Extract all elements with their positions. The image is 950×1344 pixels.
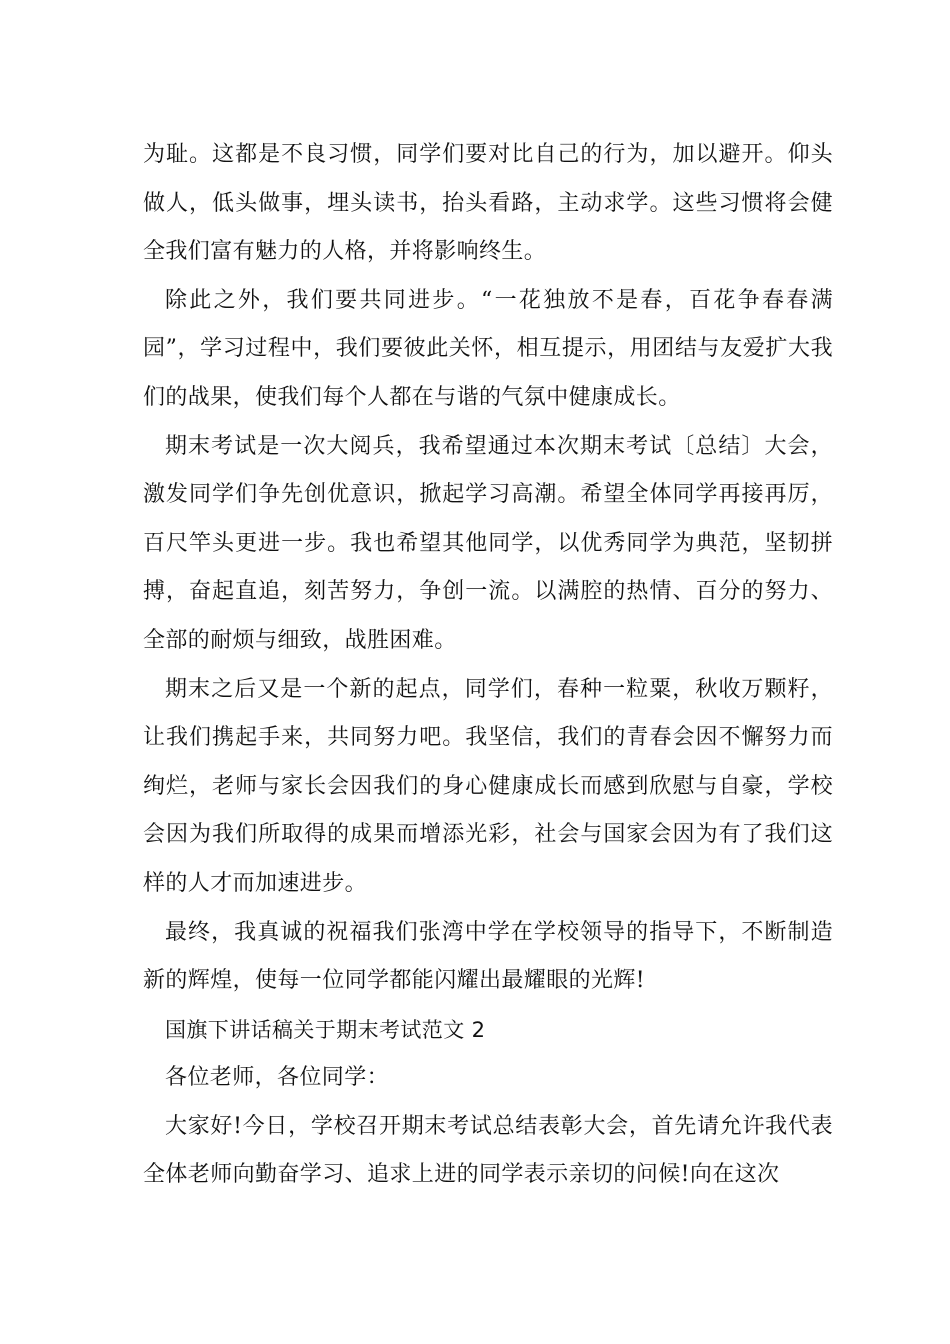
paragraph-greeting: 各位老师，各位同学：	[165, 1065, 390, 1091]
paragraph-common-progress: 除此之外，我们要共同进步。“一花独放不是春，百花争春春满园”，学习过程中，我们要彼此关怀，相互提示，用团结与友爱扩大我们的战果，使我们每个人都在与谐的气氛中健康成长。	[143, 287, 833, 410]
paragraph-blessing: 最终，我真诚的祝福我们张湾中学在学校领导的指导下，不断制造新的辉煌，使每一位同学都能闪耀出最耀眼的光辉!	[143, 919, 833, 994]
paragraph-opening: 大家好!今日，学校召开期末考试总结表彰大会，首先请允许我代表全体老师向勤奋学习、追求上进的同学表示亲切的问候!向在这次	[143, 1113, 833, 1188]
paragraph-new-start: 期末之后又是一个新的起点，同学们，春种一粒粟，秋收万颗籽，让我们携起手来，共同努力吧。我坚信，我们的青春会因不懈努力而绚烂，老师与家长会因我们的身心健康成长而感到欣慰与自豪，学校会因为我们所取得的成果而增添光彩，社会与国家会因为有了我们这样的人才而加速进步。	[143, 676, 833, 896]
document-body	[143, 131, 833, 1200]
section-title: 国旗下讲话稿关于期末考试范文 2	[165, 1017, 486, 1042]
paragraph-habits: 为耻。这都是不良习惯，同学们要对比自己的行为，加以避开。仰头做人，低头做事，埋头读书，抬头看路，主动求学。这些习惯将会健全我们富有魅力的人格，并将影响终生。	[143, 142, 833, 265]
paragraph-exam-review: 期末考试是一次大阅兵，我希望通过本次期末考试〔总结〕大会，激发同学们争先创优意识，掀起学习高潮。希望全体同学再接再厉，百尺竿头更进一步。我也希望其他同学，以优秀同学为典范，坚韧拼搏，奋起直追，刻苦努力，争创一流。以满腔的热情、百分的努力、全部的耐烦与细致，战胜困难。	[143, 433, 833, 653]
